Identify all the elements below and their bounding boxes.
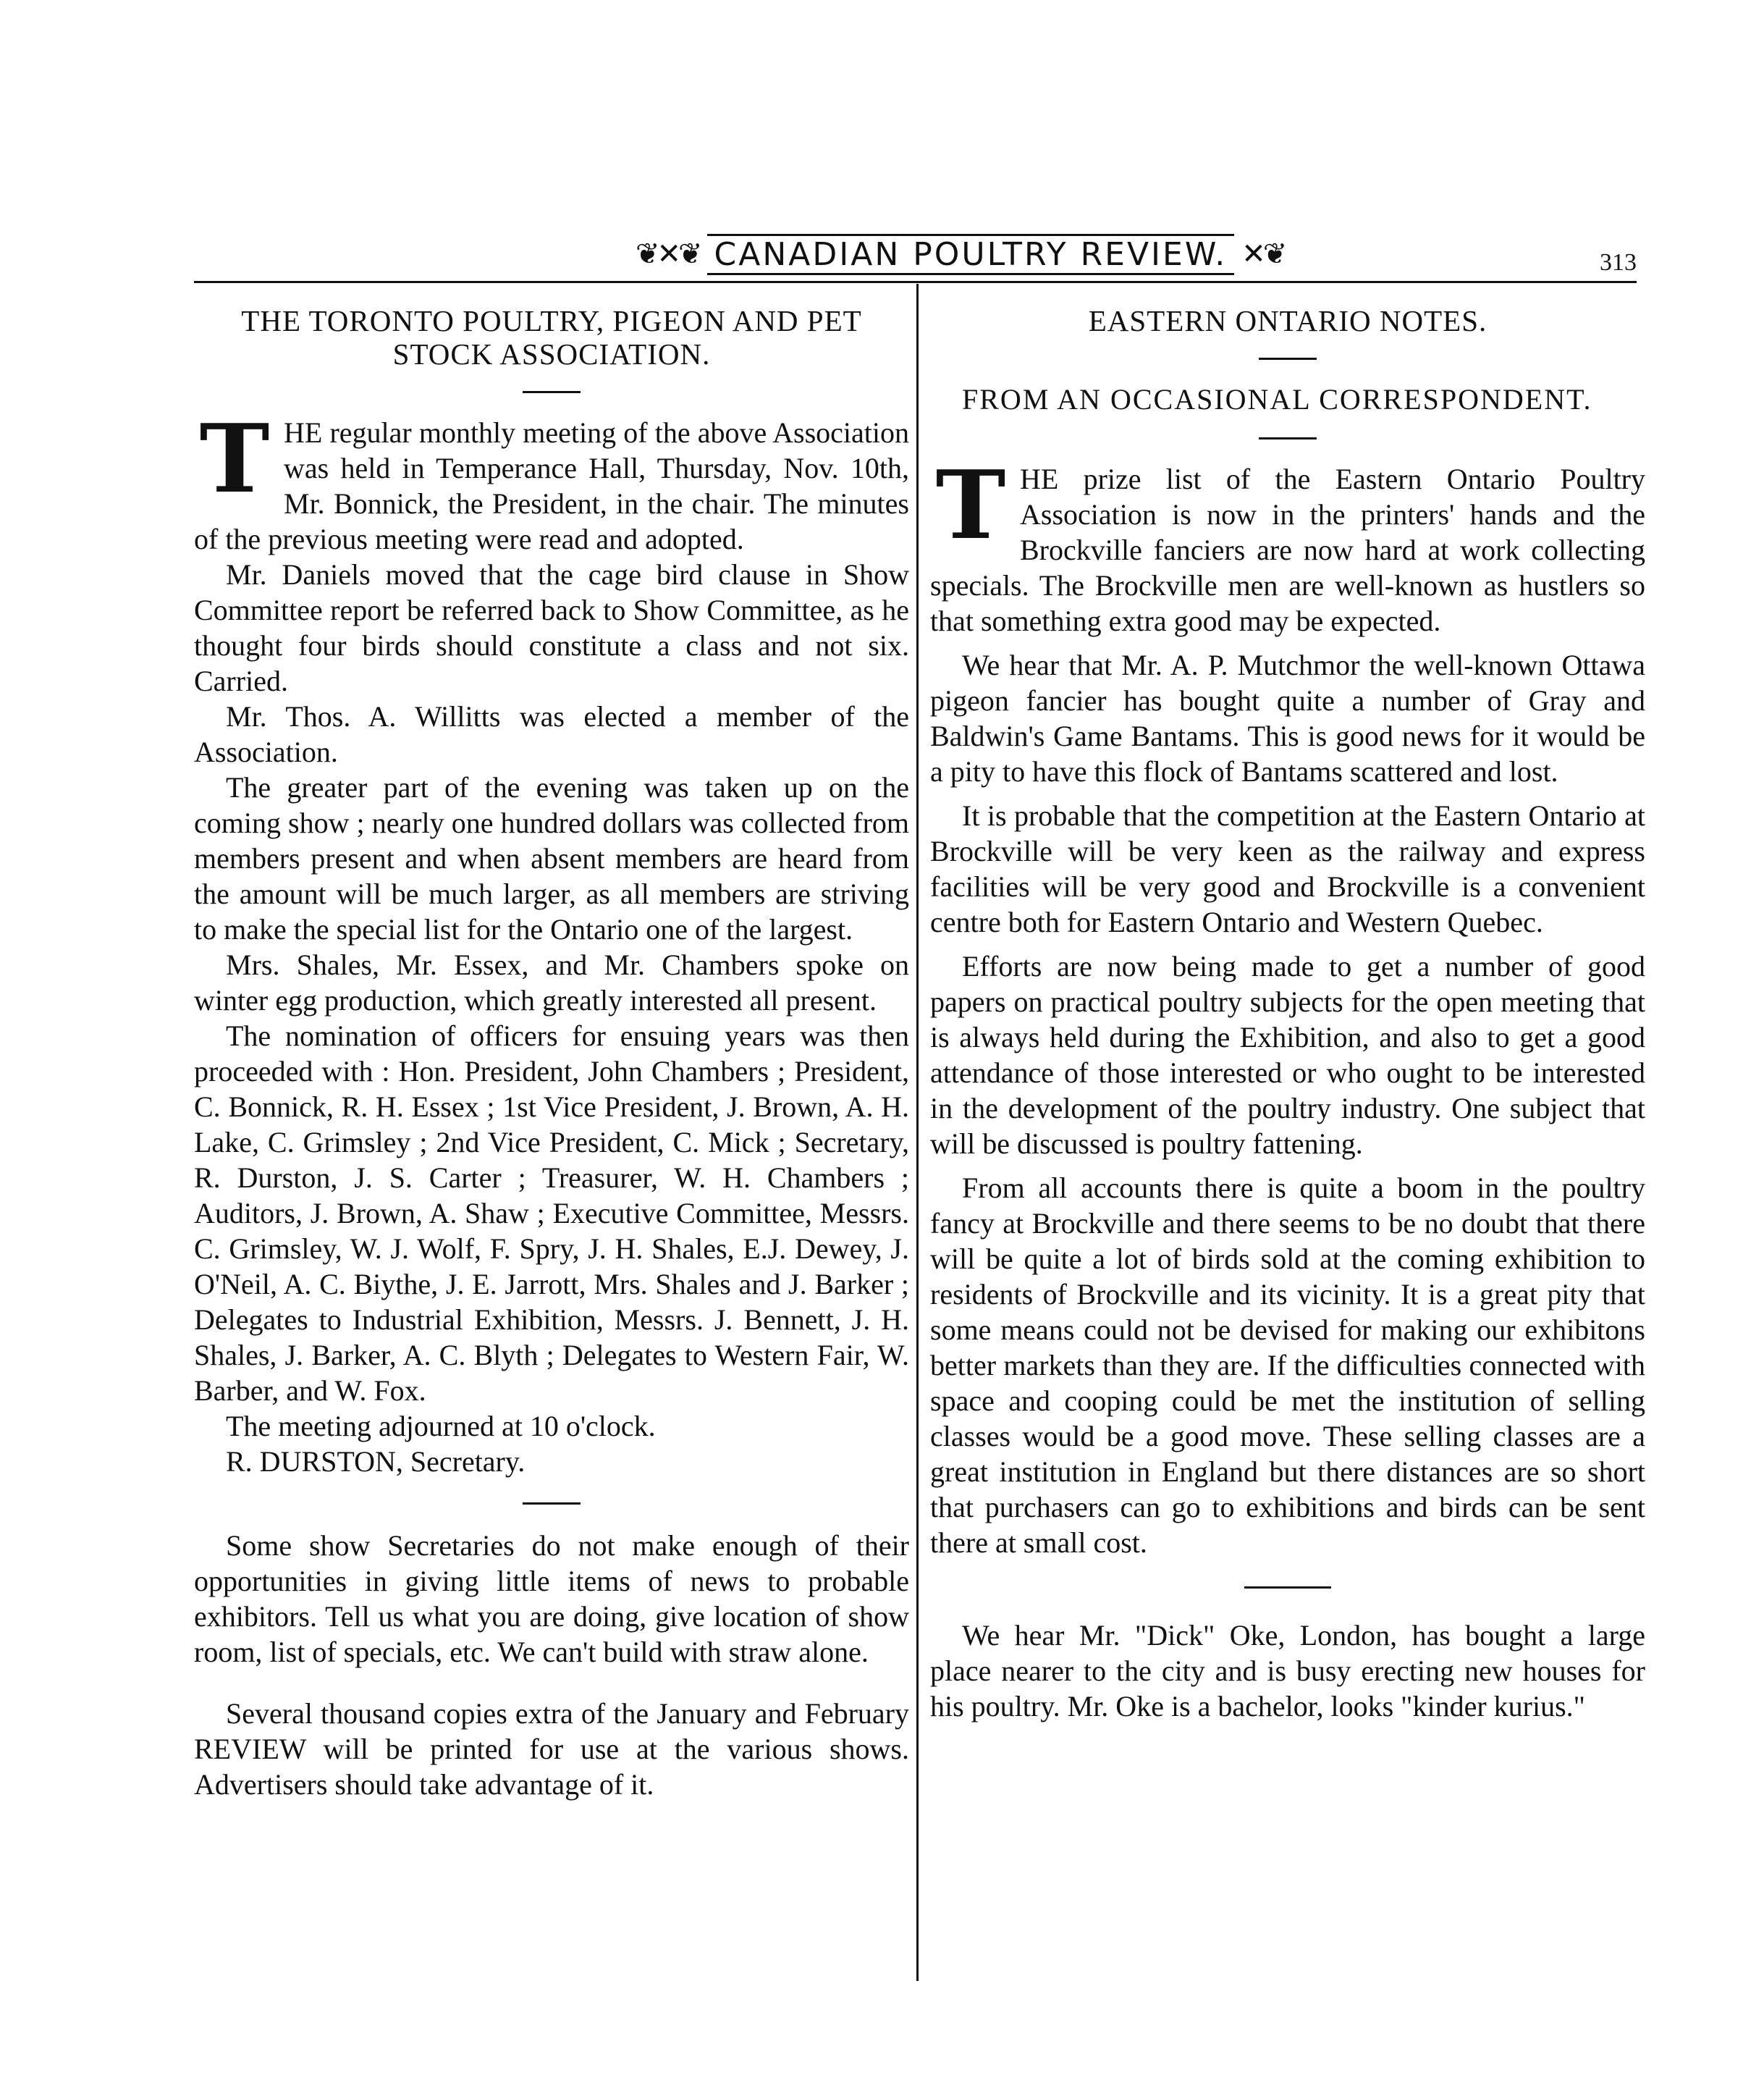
column-divider (916, 284, 919, 1981)
paragraph: Mr. Daniels moved that the cage bird clause in Show Committee report be referred back to Show Committee, as he thought four birds should constitute a class and not six. Carried. (194, 558, 909, 697)
headline-rule (523, 391, 581, 393)
paragraph: The nomination of officers for ensuing years was then proceeded with : Hon. President, John Chambers ; President, C. Bonnick, R. H. Essex ; 1st Vice President, J. Brown, A. H. Lake, C. Grimsley ; 2nd Vice President, C. Mick ; Secretary, R. Durston, J. S. Carter ; Treasurer, W. H. Chambers ; Auditors, J. Brown, A. Shaw ; Executive Committee, Messrs. C. Grimsley, W. J. Wolf, F. Spry, J. H. Shales, E.J. Dewey, J. O'Neil, A. C. Biythe, J. E. Jarrott, Mrs. Shales and J. Barker ; Delegates to Industrial Exhibition, Messrs. J. Bennett, J. H. Shales, J. Barker, A. C. Blyth ; Delegates to Western Fair, W. Barber, and W. Fox. (194, 1019, 909, 1407)
paragraph: The meeting adjourned at 10 o'clock. (226, 1410, 656, 1442)
paragraph: HE regular monthly meeting of the above Association was held in Temperance Hall, Thursday, Nov. 10th, Mr. Bonnick, the President, in the chair. The minutes of the previous meeting were read and adopted. (194, 416, 909, 555)
paragraph: Efforts are now being made to get a number of good papers on practical poultry subjects for the open meeting that is always held during the Exhibition, and also to get a good attendance of those interested or who ought to be interested in the development of the poultry industry. One subject that will be discussed is poultry fattening. (930, 950, 1645, 1160)
dropcap: T (935, 450, 1006, 560)
article-headline: EASTERN ONTARIO NOTES. (1088, 304, 1487, 337)
masthead-ornament-left: ❦✕❦ (636, 237, 700, 271)
section-rule (523, 1502, 581, 1505)
header-rule (194, 281, 1637, 283)
signature: R. DURSTON, Secretary. (226, 1445, 526, 1478)
paragraph: The greater part of the evening was taken up on the coming show ; nearly one hundred dollars was collected from members present and when absent members are heard from the amount will be much larger, as all members are striving to make the special list for the Ontario one of the largest. (194, 771, 909, 946)
article-headline: THE TORONTO POULTRY, PIGEON AND PET STOCK ASSOCIATION. (241, 304, 862, 371)
section-rule (1244, 1586, 1331, 1589)
masthead-title: CANADIAN POULTRY REVIEW. (707, 234, 1235, 275)
paragraph: We hear Mr. "Dick" Oke, London, has bought a large place nearer to the city and is busy erecting new houses for his poultry. Mr. Oke is a bachelor, looks "kinder kurius." (930, 1619, 1645, 1722)
paragraph: From all accounts there is quite a boom in the poultry fancy at Brockville and there seems to be no doubt that there will be quite a lot of birds sold at the coming exhibition to residents of Brockville and its vicinity. It is a great pity that some means could not be devised for making our exhibitons better markets than they are. If the difficulties connected with space and cooping could be met the institution of selling classes would be a good move. These selling classes are a great institution in England but there distances are so short that purchasers can go to exhibitions and birds can be sent there at small cost. (930, 1172, 1645, 1559)
paragraph: Some show Secretaries do not make enough of their opportunities in giving little items of news to probable exhibitors. Tell us what you are doing, give location of show room, list of specials, etc. We can't build with straw alone. (194, 1529, 909, 1668)
left-column (194, 304, 909, 1802)
paragraph: Mr. Thos. A. Willitts was elected a member of the Association. (194, 700, 909, 768)
page-header (194, 230, 1637, 284)
byline: FROM AN OCCASIONAL CORRESPONDENT. (962, 383, 1592, 416)
paragraph: It is probable that the competition at the Eastern Ontario at Brockville will be very keen as the railway and express facilities will be very good and Brockville is a convenient centre both for Eastern Ontario and Western Quebec. (930, 799, 1645, 938)
dropcap: T (199, 403, 270, 514)
byline-rule (1259, 437, 1317, 439)
paragraph: HE prize list of the Eastern Ontario Poultry Association is now in the printers' hands and the Brockville fanciers are now hard at work collecting specials. The Brockville men are well-known as hustlers so that something extra good may be expected. (930, 463, 1645, 637)
headline-rule (1259, 358, 1317, 360)
page-number: 313 (1600, 249, 1637, 276)
masthead (636, 230, 1284, 278)
paragraph: Mrs. Shales, Mr. Essex, and Mr. Chambers spoke on winter egg production, which greatly interested all present. (194, 948, 909, 1017)
paragraph: We hear that Mr. A. P. Mutchmor the well-known Ottawa pigeon fancier has bought quite a number of Gray and Baldwin's Game Bantams. This is good news for it would be a pity to have this flock of Bantams scattered and lost. (930, 649, 1645, 788)
right-column (930, 304, 1645, 1724)
paragraph: Several thousand copies extra of the January and February REVIEW will be printed for use at the various shows. Advertisers should take advantage of it. (194, 1697, 909, 1801)
masthead-ornament-right: ✕❦ (1241, 237, 1285, 271)
